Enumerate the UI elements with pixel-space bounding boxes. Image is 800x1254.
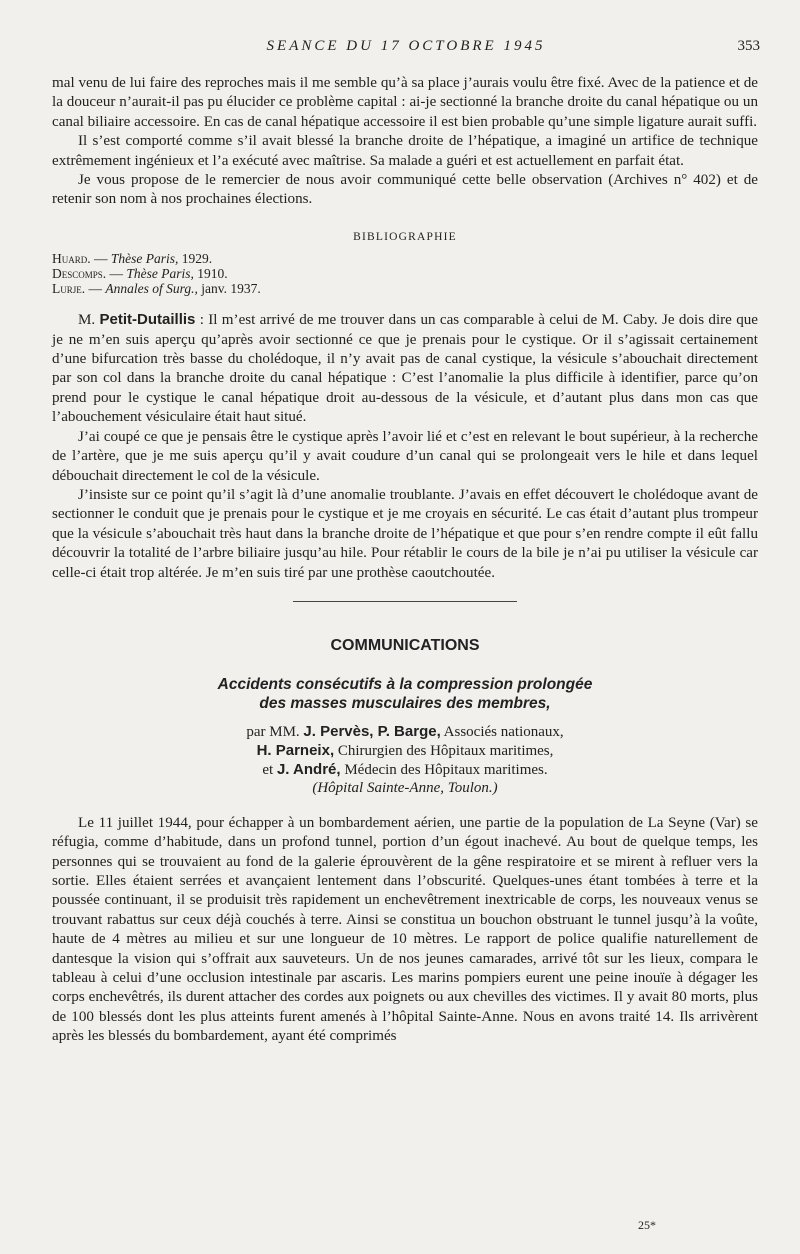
discussion-paragraph: J’insiste sur ce point qu’il s’agit là d’une anomalie troublante. J’avais en effet découvert le cholédoque avant de sectionner le conduit que je prenais pour le cystique et je me croyais en sécurité. Le cas était d’autant plus trompeur que la vésicule s’abouchait très haut dans la branche droite de l’hépatique et que pour s’en rendre compte il eût fallu découvrir la totalité de l’arbre biliaire jusqu’au hile. Pour rétablir le cours de la bile je n’ai pu utiliser la vésicule car celle-ci était trop altérée. Je m’en suis tiré par une prothèse caoutchoutée. [52, 486, 758, 581]
biblio-author: Huard. [52, 251, 91, 267]
section-heading: COMMUNICATIONS [330, 636, 480, 654]
biblio-date: 1929. [178, 251, 213, 267]
byline [52, 723, 758, 797]
bibliography-entry [52, 251, 758, 266]
article-body: Le 11 juillet 1944, pour échapper à un bombardement aérien, une partie de la population de La Seyne (Var) se réfugia, comme d’habitude, dans un profond tunnel, portion d’un égout inachevé. Au bout de quelque temps, les personnes qui se trouvaient au fond de la galerie éprouvèrent de la gêne respiratoire et se mirent à refluer vers la sortie. Elles étaient serrées et avançaient lentement dans l’obscurité. Quelques-unes étant tombées à terre et la poussée continuant, il se produisit très rapidement un enchevêtrement inextricable de corps, les nouveaux venus se trouvant rabattus sur ceux déjà couchés à terre. Ainsi se constitua un bouchon obstruant le tunnel jusqu’à la voûte, haute de 4 mètres au milieu et sur une longueur de 10 mètres. Le rapport de police qualifie naturellement de dantesque la vision qui s’offrait aux sauveteurs. Un de nos jeunes camarades, arrivé tôt sur les lieux, compara le tableau à celui d’une occlusion intestinale par ascaris. Les marins pompiers eurent une peine inouïe à dégager les corps enchevêtrés, ils durent attacher des cordes aux poignets ou aux chevilles des victimes. Il y avait 80 morts, plus de 100 blessés dont les plus atteints furent amenés à l’hôpital Sainte-Anne. Nous en avons traité 14. Ils arrivèrent après les blessés du bombardement, ayant été comprimés [52, 814, 758, 1045]
discussion-paragraph: J’ai coupé ce que je pensais être le cystique après l’avoir lié et c’est en relevant le bout supérieur, à la recherche de l’artère, que je me suis aperçu qu’il y avait coudure d’un canal qui se prolongeait vers le hile et dans lequel débouchait directement le col de la vésicule. [52, 428, 758, 484]
page-content [52, 74, 758, 1047]
paragraph: mal venu de lui faire des reproches mais il me semble qu’à sa place j’aurais voulu être fixé. Avec de la patience et de la douceur n’aurait-il pas pu élucider ce problème capital : ai-je sectionné la branche droite du canal hépatique ou un canal biliaire accessoire. En cas de canal hépatique accessoire il est bien probable qu’une simple ligature aurait suffi. [52, 75, 758, 130]
author-role: Médecin des Hôpitaux maritimes. [340, 761, 548, 778]
author-role: Associés nationaux, [440, 724, 564, 741]
byline-conj: et [262, 761, 277, 778]
article-title-line: Accidents consécutifs à la compression prolongée [217, 676, 593, 694]
author-name: J. André, [276, 760, 341, 778]
running-head [52, 38, 760, 64]
byline-line [52, 723, 758, 742]
running-title: SEANCE DU 17 OCTOBRE 1945 [266, 38, 546, 54]
discussion-paragraph [52, 310, 758, 427]
biblio-sep: — [90, 251, 111, 267]
speaker-name: Petit-Dutaillis [99, 311, 196, 329]
biblio-work: Thèse Paris, [110, 251, 179, 267]
paragraph: Je vous propose de le remercier de nous avoir communiqué cette belle observation (Archives n° 402) et de retenir son nom à nos prochaines élections. [52, 172, 758, 208]
bibliography-heading: BIBLIOGRAPHIE [353, 230, 457, 243]
author-name: H. Parneix, [256, 741, 335, 759]
bibliography-entry [52, 266, 758, 281]
section-divider [293, 601, 517, 602]
bibliography-entry [52, 281, 758, 296]
page-number: 353 [737, 38, 760, 54]
byline-line [52, 742, 758, 761]
speaker-prefix: M. [78, 312, 100, 329]
paragraph: Il s’est comporté comme s’il avait blessé la branche droite de l’hépatique, a imaginé un artifice de technique extrêmement ingénieux et l’a exécuté avec maîtrise. Sa malade a guéri et est actuellement en parfait état. [52, 133, 758, 169]
biblio-work: Thèse Paris, [126, 266, 194, 282]
biblio-author: Descomps. [52, 266, 107, 282]
article-title-line: des masses musculaires des membres, [259, 695, 551, 713]
page-signature: 25* [638, 1218, 656, 1232]
discussion-text: : Il m’est arrivé de me trouver dans un cas comparable à celui de M. Caby. Je dois dire que je ne m’en suis aperçu qu’après avoir sectionné ce que je prenais pour le cystique. Or il s’agissait certainement d’une bifurcation très basse du cholédoque, il n’y avait pas de canal cystique, la vésicule s’abouchait directement par son col dans la branche droite du canal hépatique : C’est l’anomalie la plus difficile à identifier, parce qu’on prend pour le cystique le canal hépatique droit au-dessous de la vésicule, et d’autant plus dans mon cas que l’abouchement vésiculaire était haut situé. [52, 312, 758, 426]
author-name: J. Pervès, P. Barge, [303, 723, 441, 741]
biblio-work: Annales of Surg., [105, 281, 198, 297]
byline-line [52, 761, 758, 780]
author-role: Chirurgien des Hôpitaux maritimes, [334, 742, 554, 759]
biblio-sep: — [106, 266, 127, 282]
biblio-date: 1910. [193, 266, 228, 282]
biblio-author: Lurje. [52, 281, 86, 297]
biblio-date: janv. 1937. [197, 281, 261, 297]
biblio-sep: — [85, 281, 106, 297]
byline-prefix: par MM. [246, 724, 304, 741]
institution: (Hôpital Sainte-Anne, Toulon.) [312, 780, 498, 797]
bibliography-list [52, 251, 758, 296]
article-title [52, 675, 758, 713]
